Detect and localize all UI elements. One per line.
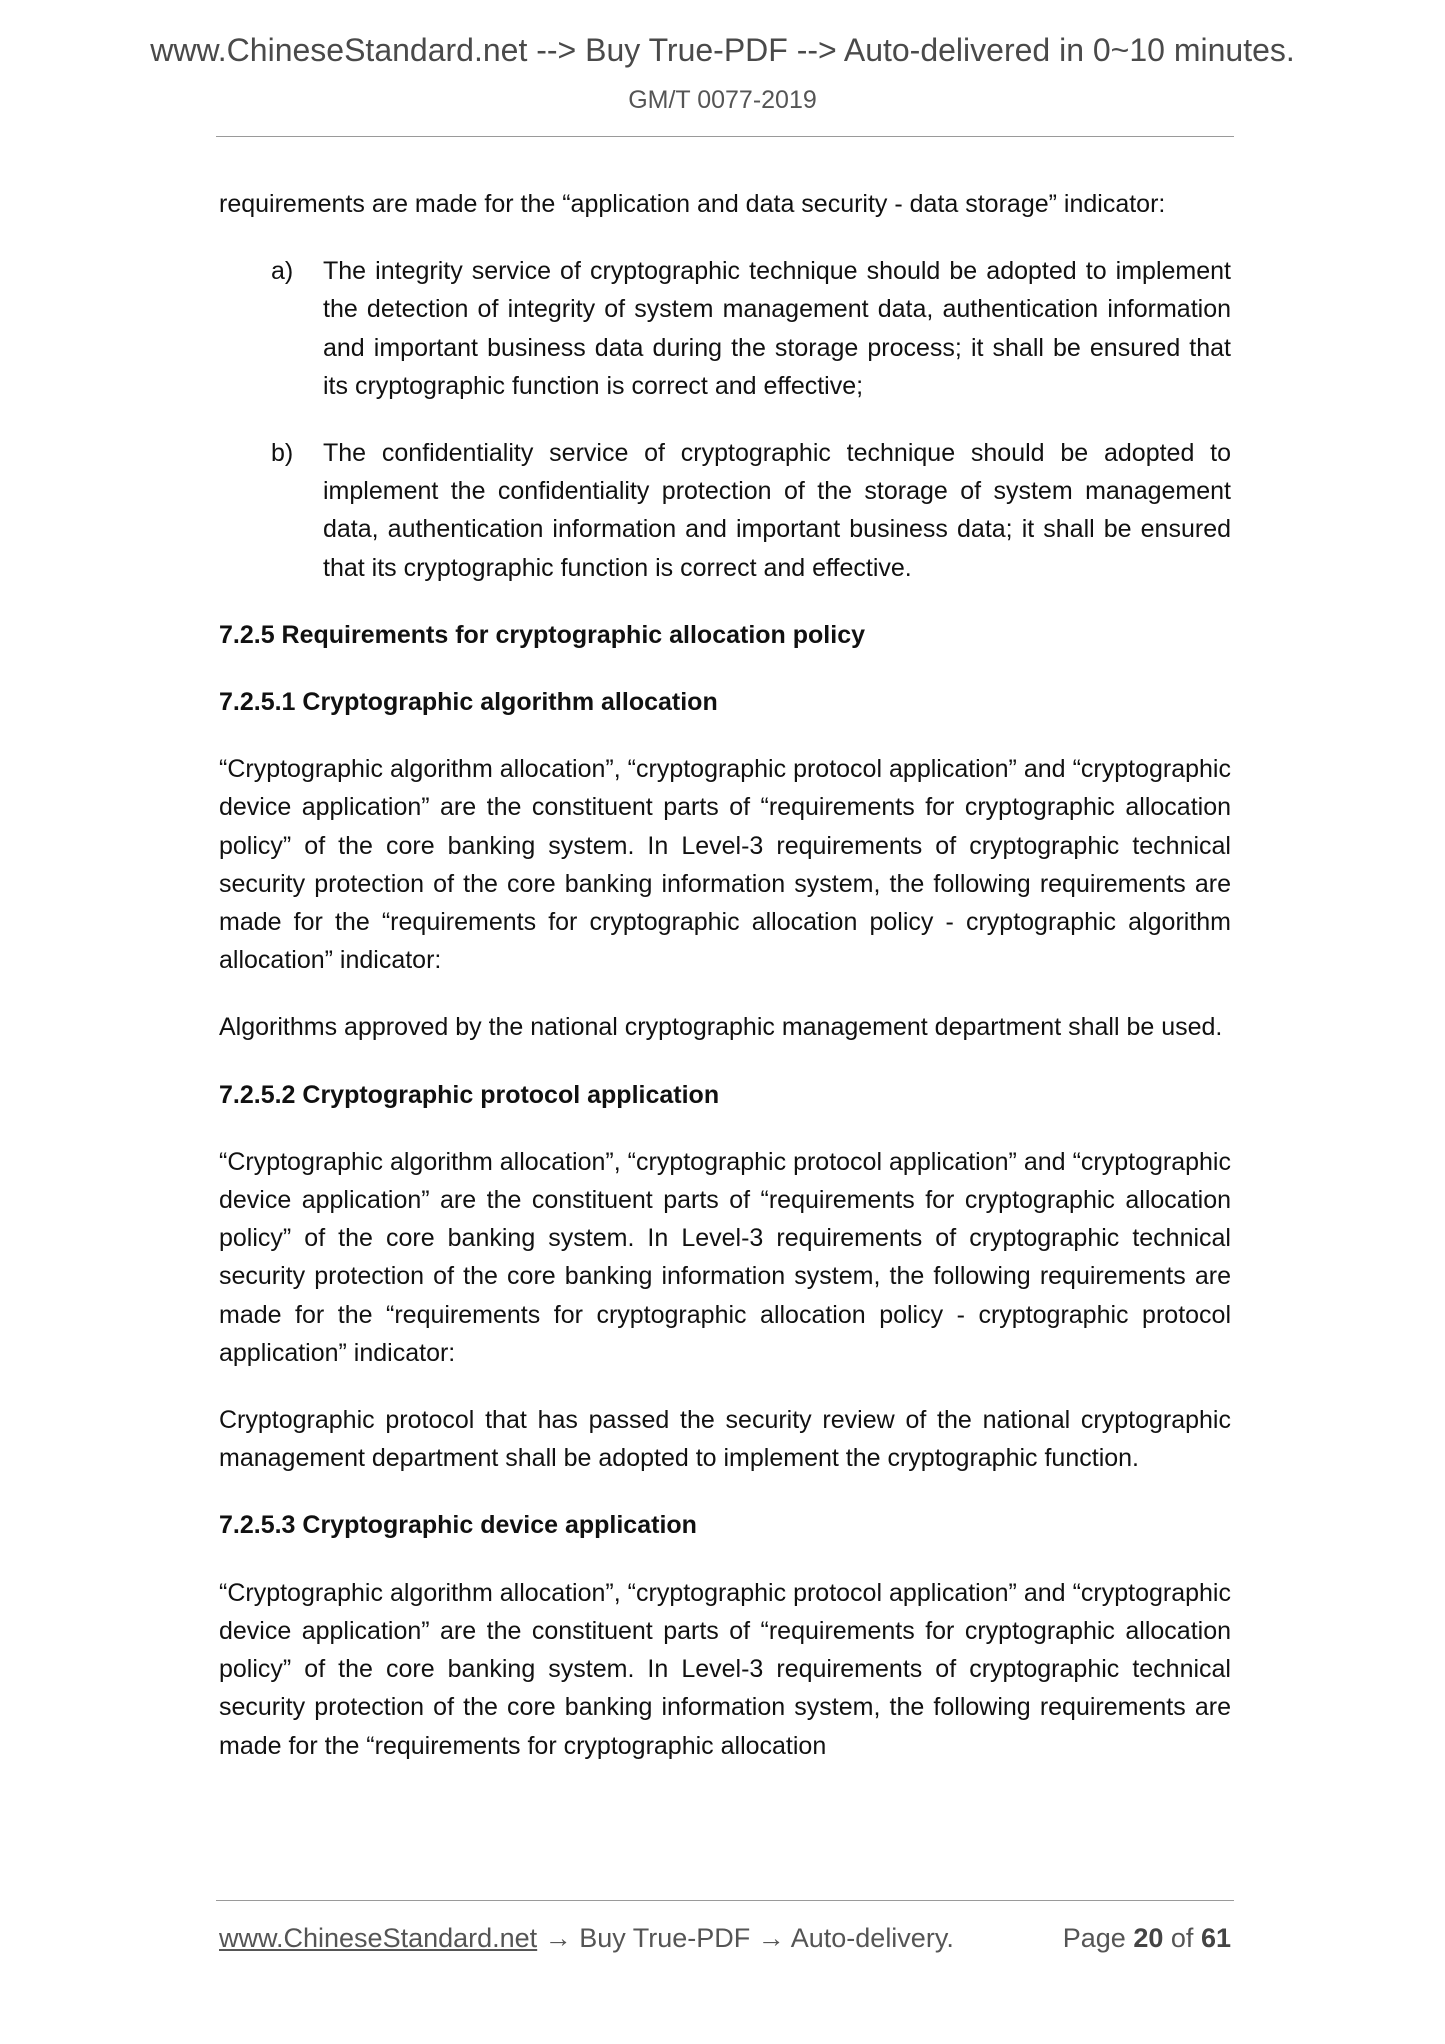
of-word: of [1170, 1923, 1194, 1953]
list-marker: a) [271, 257, 294, 286]
document-body [219, 185, 1231, 1794]
page-number: 20 [1133, 1923, 1164, 1953]
paragraph-7-2-5-1-b: Algorithms approved by the national cryptographic management department shall be used. [219, 1013, 1223, 1042]
site-link[interactable]: www.ChineseStandard.net [219, 1923, 538, 1953]
site-banner: www.ChineseStandard.net --> Buy True-PDF --> Auto-delivered in 0~10 minutes. [150, 32, 1295, 68]
section-heading-7-2-5: 7.2.5 Requirements for cryptographic allocation policy [219, 620, 865, 649]
page-counter [1063, 1923, 1231, 1954]
paragraph-7-2-5-2-a: “Cryptographic algorithm allocation”, “cryptographic protocol application” and “cryptographic device application” are the constituent parts of “requirements for cryptographic allocation policy” of the core banking system. In Level-3 requirements of cryptographic technical security protection of the core banking information system, the following requirements are made for the “requirements for cryptographic allocation policy - cryptographic protocol application” indicator: [219, 1147, 1231, 1367]
paragraph-7-2-5-2-b: Cryptographic protocol that has passed the security review of the national cryptographic management department shall be adopted to implement the cryptographic function. [219, 1406, 1231, 1473]
list-item-text: The confidentiality service of cryptographic technique should be adopted to implement the confidentiality protection of the storage of system management data, authentication information and important business data; it shall be ensured that its cryptographic function is correct and effective. [323, 439, 1231, 582]
section-heading-7-2-5-1: 7.2.5.1 Cryptographic algorithm allocation [219, 688, 718, 717]
page-footer [219, 1923, 1231, 1954]
paragraph-7-2-5-3-a: “Cryptographic algorithm allocation”, “cryptographic protocol application” and “cryptographic device application” are the constituent parts of “requirements for cryptographic allocation policy” of the core banking system. In Level-3 requirements of cryptographic technical security protection of the core banking information system, the following requirements are made for the “requirements for cryptographic allocation [219, 1578, 1231, 1760]
total-pages: 61 [1200, 1923, 1231, 1953]
list-marker: b) [271, 439, 294, 468]
standard-code: GM/T 0077-2019 [628, 86, 817, 114]
delivery-text: → Buy True-PDF → Auto-delivery. [537, 1923, 954, 1953]
header-divider [216, 136, 1234, 137]
list-item-a [219, 252, 1231, 405]
section-heading-7-2-5-3: 7.2.5.3 Cryptographic device application [219, 1511, 697, 1540]
page-word: Page [1062, 1923, 1126, 1953]
list-item-text: The integrity service of cryptographic technique should be adopted to implement the detection of integrity of system management data, authentication information and important business data during the storage process; it shall be ensured that its cryptographic function is correct and effective; [323, 257, 1231, 400]
intro-paragraph: requirements are made for the “application and data security - data storage” indicator: [219, 190, 1166, 218]
paragraph-7-2-5-1-a: “Cryptographic algorithm allocation”, “cryptographic protocol application” and “cryptographic device application” are the constituent parts of “requirements for cryptographic allocation policy” of the core banking system. In Level-3 requirements of cryptographic technical security protection of the core banking information system, the following requirements are made for the “requirements for cryptographic allocation policy - cryptographic algorithm allocation” indicator: [219, 755, 1231, 975]
list-item-b [219, 434, 1231, 587]
footer-divider [216, 1900, 1234, 1901]
section-heading-7-2-5-2: 7.2.5.2 Cryptographic protocol application [219, 1080, 720, 1109]
